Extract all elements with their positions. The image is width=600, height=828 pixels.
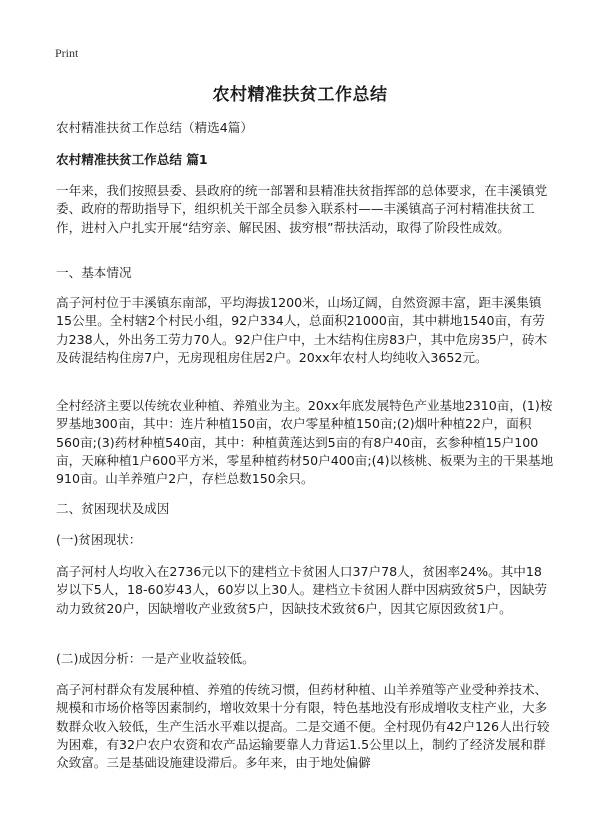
document-title: 农村精准扶贫工作总结: [212, 85, 388, 105]
poverty-status-paragraph: 高子河村人均收入在2736元以下的建档立卡贫困人口37户78人，贫困率24%。其中18岁以下5人，18-60岁43人，60岁以上30人。建档立卡贫困人群中因病致贫5户，因缺劳动力致贫20户，因缺增收产业致贫5户，因缺技术致贫6户，因其它原因致贫1户。: [56, 564, 548, 616]
cause-analysis-heading: (二)成因分析：一是产业收益较低。: [56, 651, 255, 666]
section-heading: 农村精准扶贫工作总结 篇1: [56, 152, 208, 167]
poverty-status-heading: (一)贫困现状：: [56, 532, 142, 547]
poverty-heading: 二、贫困现状及成因: [56, 501, 170, 516]
basic-situation-heading: 一、基本情况: [56, 265, 132, 280]
basic-situation-paragraph-1: 高子河村位于丰溪镇东南部，平均海拔1200米，山场辽阔，自然资源丰富，距丰溪集镇15公里。全村辖2个村民小组，92户334人，总面积21000亩，其中耕地1540亩，有劳力238人，外出务工劳力70人。92户住户中，土木结构住房83户，其中危房35户，砖木及砖混结构住房7户，无房现租房住居2户。20xx年农村人均纯收入3652元。: [56, 295, 548, 365]
document-subtitle: 农村精准扶贫工作总结（精选4篇）: [56, 120, 253, 135]
basic-situation-paragraph-2: 全村经济主要以传统农业种植、养殖业为主。20xx年底发展特色产业基地2310亩，(1)桉罗基地300亩，其中：连片种植150亩，农户零星种植150亩;(2)烟叶种植22户，面积560亩;(3)药材种植540亩，其中：种植黄莲达到5亩的有8户40亩，玄参种植15户100亩，天麻种植1户600平方米，零星种植药材50户400亩;(4)以核桃、板栗为主的干果基地910亩。山羊养殖户2户，存栏总数150余只。: [56, 398, 554, 487]
cause-analysis-paragraph: 高子河村群众有发展种植、养殖的传统习惯，但药材种植、山羊养殖等产业受种养技术、规模和市场价格等因素制约，增收效果十分有限，特色基地没有形成增收支柱产业，大多数群众收入较低，生产生活水平难以提高。二是交通不便。全村现仍有42户126人出行较为困难，有32户农户农资和农产品运输要靠人力背运1.5公里以上，制约了经济发展和群众致富。三是基础设施建设滞后。多年来，由于地处偏僻: [56, 682, 550, 771]
print-link[interactable]: Print: [55, 46, 79, 60]
intro-paragraph: 一年来，我们按照县委、县政府的统一部署和县精准扶贫指挥部的总体要求，在丰溪镇党委、政府的帮助指导下，组织机关干部全员参入联系村——丰溪镇高子河村精准扶贫工作，进村入户扎实开展“结穷亲、解民困、拔穷根”帮扶活动，取得了阶段性成效。: [56, 183, 548, 235]
